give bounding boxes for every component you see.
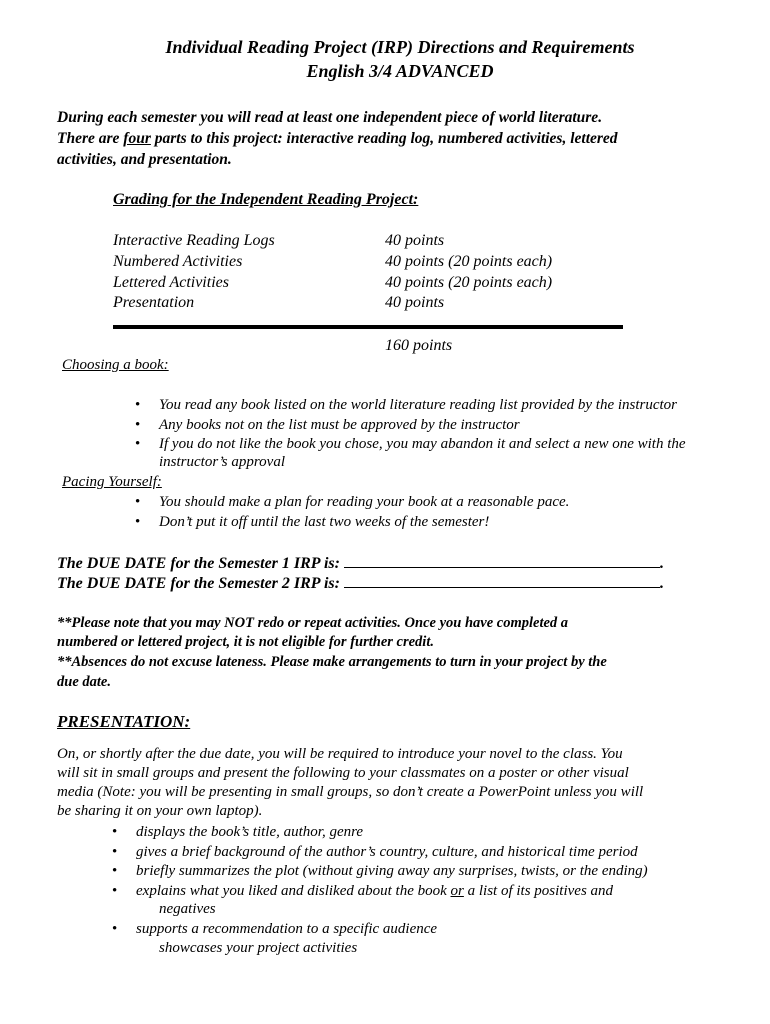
list-item: • Don’t put it off until the last two weeks of the semester! bbox=[159, 513, 569, 533]
intro-line-3: activities, and presentation. bbox=[57, 151, 232, 168]
grading-points: 40 points (20 points each) bbox=[385, 253, 553, 270]
page-subtitle: English 3/4 ADVANCED bbox=[306, 61, 494, 81]
grading-item: Presentation bbox=[113, 294, 195, 311]
grading-item: Interactive Reading Logs bbox=[113, 232, 275, 249]
note-line-1: **Please note that you may NOT redo or repeat activities. Once you have completed a bbox=[57, 615, 569, 631]
list-item: • supports a recommendation to a specific audience bbox=[136, 920, 437, 940]
presentation-list bbox=[136, 823, 648, 901]
choosing-continuation: instructor’s approval bbox=[159, 454, 285, 470]
choosing-heading: Choosing a book: bbox=[62, 357, 169, 373]
due-date-1-blank bbox=[344, 553, 660, 568]
grading-points: 40 points (20 points each) bbox=[385, 274, 553, 291]
pacing-list bbox=[159, 493, 569, 532]
note-line-4: due date. bbox=[57, 674, 111, 690]
grading-heading: Grading for the Independent Reading Project: bbox=[113, 191, 419, 208]
page-title: Individual Reading Project (IRP) Directions and Requirements bbox=[165, 37, 635, 57]
list-item: • gives a brief background of the author’s country, culture, and historical time period bbox=[136, 843, 648, 863]
list-item: • Any books not on the list must be approved by the instructor bbox=[159, 416, 686, 436]
grading-points: 40 points bbox=[385, 294, 445, 311]
intro-line-1: During each semester you will read at least one independent piece of world literature. bbox=[57, 109, 603, 126]
presentation-line-4: be sharing it on your own laptop). bbox=[57, 803, 263, 819]
intro-line-2: There are four parts to this project: interactive reading log, numbered activities, lettered bbox=[57, 130, 618, 147]
list-item: • If you do not like the book you chose, you may abandon it and select a new one with the bbox=[159, 435, 686, 455]
presentation-list-2 bbox=[136, 920, 437, 940]
due-date-semester-1: The DUE DATE for the Semester 1 IRP is: . bbox=[57, 555, 664, 572]
presentation-line-1: On, or shortly after the due date, you will be required to introduce your novel to the class. You bbox=[57, 746, 623, 762]
list-item: • You read any book listed on the world literature reading list provided by the instructor bbox=[159, 396, 686, 416]
due-date-2-blank bbox=[344, 573, 660, 588]
total-rule bbox=[113, 325, 623, 329]
list-item: • explains what you liked and disliked about the book or a list of its positives and bbox=[136, 882, 648, 902]
grading-points: 40 points bbox=[385, 232, 445, 249]
list-item: • displays the book’s title, author, genre bbox=[136, 823, 648, 843]
grading-item: Numbered Activities bbox=[113, 253, 243, 270]
pacing-heading: Pacing Yourself: bbox=[62, 474, 162, 490]
presentation-heading: PRESENTATION: bbox=[57, 712, 191, 731]
choosing-list bbox=[159, 396, 686, 455]
bullet-continuation: negatives bbox=[159, 901, 216, 917]
presentation-last-line: showcases your project activities bbox=[159, 940, 358, 956]
note-line-2: numbered or lettered project, it is not eligible for further credit. bbox=[57, 634, 434, 650]
grading-total: 160 points bbox=[385, 337, 453, 354]
presentation-line-2: will sit in small groups and present the following to your classmates on a poster or other visual bbox=[57, 765, 629, 781]
grading-item: Lettered Activities bbox=[113, 274, 229, 291]
list-item: • You should make a plan for reading your book at a reasonable pace. bbox=[159, 493, 569, 513]
list-item: • briefly summarizes the plot (without giving away any surprises, twists, or the ending) bbox=[136, 862, 648, 882]
presentation-line-3: media (Note: you will be presenting in small groups, so don’t create a PowerPoint unless you will bbox=[57, 784, 644, 800]
note-line-3: **Absences do not excuse lateness. Please make arrangements to turn in your project by the bbox=[57, 654, 607, 670]
due-date-semester-2: The DUE DATE for the Semester 2 IRP is: . bbox=[57, 575, 664, 592]
